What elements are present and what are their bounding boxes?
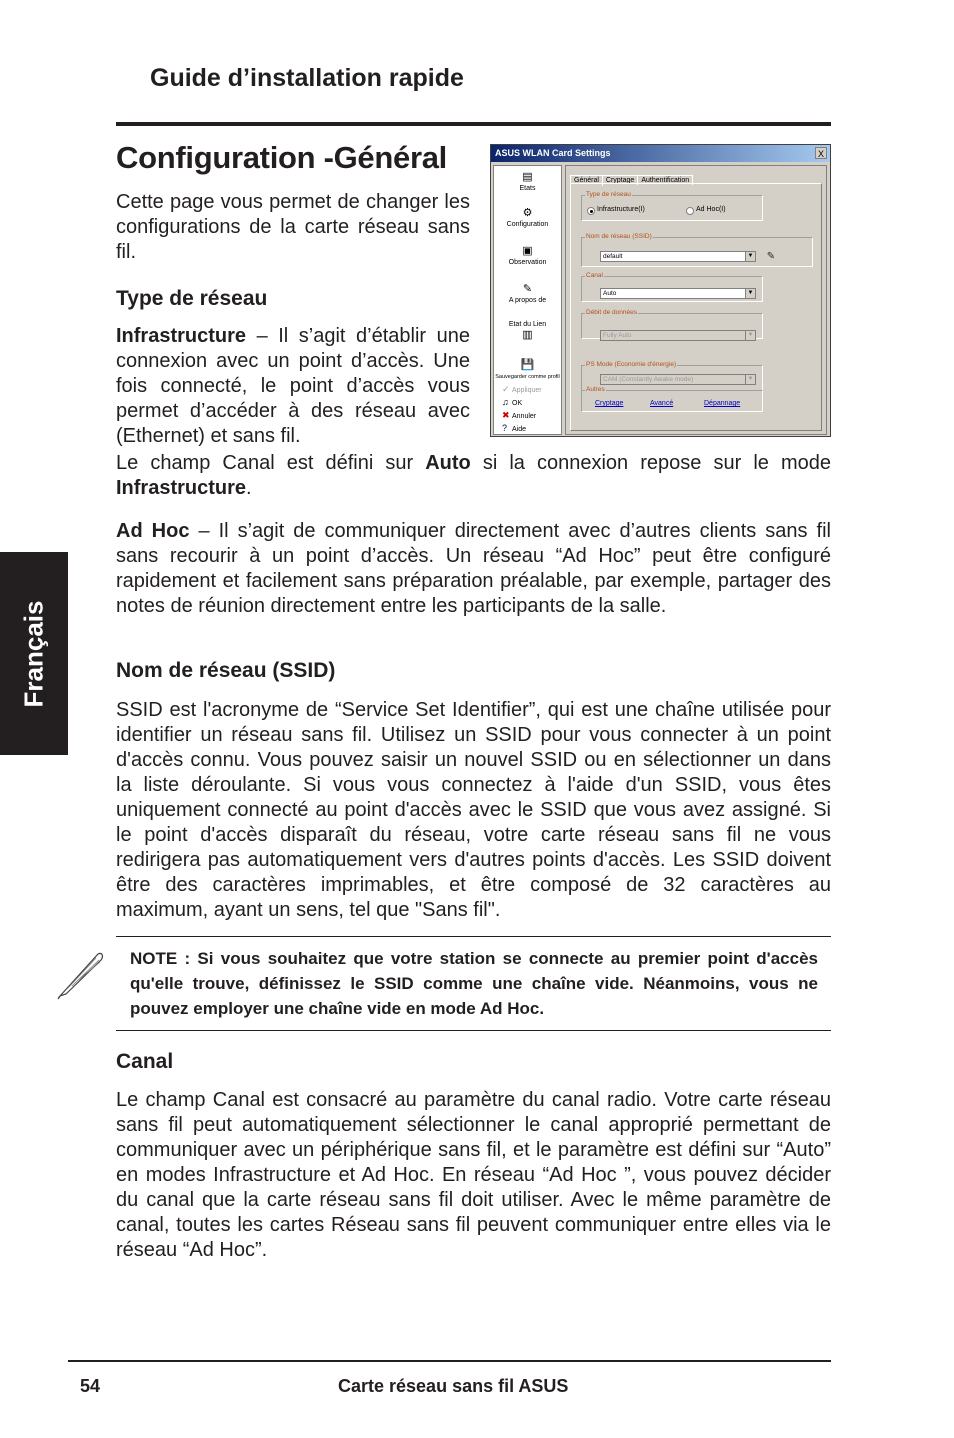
cancel-icon: ✖ bbox=[502, 410, 510, 420]
adhoc-text: – Il s’agit de communiquer directement avec d’autres clients sans fil sans recourir à un point d’accès. Un réseau “Ad Hoc” peut être configuré rapidement et facilement sans préparation préalable, par exemple, partager des notes de réunion directement entre les participants de la salle. bbox=[116, 520, 831, 617]
canal-paragraph: Le champ Canal est consacré au paramètre du canal radio. Votre carte réseau sans fil peut automatiquement sélectionner le canal approprié permettant de communiquer avec un périphérique sans fil, et le paramètre est défini sur “Auto” en modes Infrastructure et Ad Hoc. En réseau “Ad Hoc ”, vous pouvez décider du canal que la carte réseau sans fil doit utiliser. Avec le même paramètre de canal, toutes les cartes Réseau sans fil peuvent communiquer entre elles via le réseau “Ad Hoc”. bbox=[116, 1089, 831, 1261]
rate-label: Débit de données bbox=[586, 309, 637, 316]
chevron-down-icon: ▼ bbox=[745, 289, 755, 298]
sidebar-item-configuration[interactable] bbox=[494, 206, 561, 228]
sidebar-label: Etat du Lien bbox=[508, 321, 547, 328]
apply-button[interactable] bbox=[502, 384, 542, 395]
dialog-sidebar bbox=[493, 165, 562, 435]
sidebar-label: A propos de bbox=[508, 297, 547, 304]
language-label: Français bbox=[18, 600, 49, 707]
sidebar-label: Observation bbox=[508, 259, 547, 266]
section-title: Configuration -Général bbox=[116, 140, 447, 175]
sidebar-item-a-propos[interactable] bbox=[494, 282, 561, 304]
radio-adhoc-label: Ad Hoc(I) bbox=[696, 206, 726, 213]
language-side-tab bbox=[0, 552, 68, 755]
infrastructure-paragraph bbox=[116, 324, 470, 449]
channel-label: Canal bbox=[586, 272, 603, 279]
adhoc-paragraph bbox=[116, 519, 831, 619]
document-header: Guide d’installation rapide bbox=[150, 64, 464, 92]
others-label: Autres bbox=[586, 386, 605, 393]
tab-bar bbox=[570, 169, 692, 183]
close-button[interactable]: X bbox=[815, 147, 827, 159]
sidebar-label: Configuration bbox=[506, 221, 549, 228]
sidebar-item-observation[interactable] bbox=[494, 244, 561, 266]
page-number: 54 bbox=[80, 1376, 101, 1396]
sidebar-item-etats[interactable] bbox=[494, 170, 561, 192]
sidebar-item-save-profile[interactable] bbox=[494, 358, 561, 380]
rate-combo[interactable] bbox=[600, 330, 756, 341]
ps-mode-value: CAM (Constantly Awake mode) bbox=[603, 376, 694, 383]
ssid-label: Nom de réseau (SSID) bbox=[586, 233, 652, 240]
general-panel bbox=[570, 183, 822, 431]
canal-auto-text-2: si la connexion repose sur le mode bbox=[470, 452, 831, 474]
config-icon: ⚙ bbox=[522, 207, 533, 219]
help-button[interactable] bbox=[502, 423, 526, 433]
tab-general[interactable]: Général bbox=[570, 175, 603, 186]
header-rule bbox=[116, 122, 831, 126]
infrastructure-term: Infrastructure bbox=[116, 325, 247, 347]
link-status-icon: ▥ bbox=[522, 329, 533, 341]
ok-icon: ♫ bbox=[502, 397, 509, 407]
auto-term: Auto bbox=[425, 452, 471, 474]
link-depannage[interactable]: Dépannage bbox=[704, 400, 741, 407]
canal-auto-text-3: . bbox=[246, 477, 252, 499]
dialog-title: ASUS WLAN Card Settings bbox=[491, 145, 830, 162]
chevron-down-icon: ▼ bbox=[745, 375, 755, 384]
edit-ssid-icon[interactable]: ✎ bbox=[766, 251, 776, 262]
note-text: NOTE : Si vous souhaitez que votre station se connecte au premier point d'accès qu'elle trouve, définissez le SSID comme une chaîne vide. Néanmoins, vous ne pouvez employer une chaîne vide en mode Ad Hoc. bbox=[130, 949, 818, 1018]
help-label: Aide bbox=[512, 426, 527, 433]
about-icon: ✎ bbox=[522, 283, 533, 295]
heading-ssid: Nom de réseau (SSID) bbox=[116, 659, 336, 682]
cancel-button[interactable] bbox=[502, 410, 536, 421]
save-icon: 💾 bbox=[520, 359, 535, 371]
sidebar-label: Sauvegarder comme profil bbox=[495, 374, 560, 380]
link-cryptage[interactable]: Cryptage bbox=[595, 400, 624, 407]
canal-auto-paragraph bbox=[116, 451, 831, 501]
ps-mode-label: PS Mode (Economie d'énergie) bbox=[586, 361, 677, 368]
status-icon: ▤ bbox=[522, 171, 533, 183]
rate-value: Fully Auto bbox=[603, 332, 632, 339]
tab-cryptage[interactable]: Cryptage bbox=[602, 175, 638, 185]
ok-button[interactable] bbox=[502, 397, 522, 407]
tab-authentification[interactable]: Authentification bbox=[637, 175, 693, 185]
ssid-combo[interactable] bbox=[600, 251, 756, 262]
radio-infrastructure-label: Infrastructure(I) bbox=[597, 206, 645, 213]
infrastructure-text: – Il s’agit d’établir une connexion avec un point d’accès. Une fois connecté, le point d’accès vous permet d’accéder à des réseau avec (Ethernet) et sans fil. bbox=[116, 325, 470, 447]
ssid-value: default bbox=[603, 253, 623, 260]
ps-mode-combo[interactable] bbox=[600, 374, 756, 385]
heading-type-reseau: Type de réseau bbox=[116, 287, 268, 310]
apply-label: Appliquer bbox=[512, 387, 542, 394]
sidebar-item-etat-lien[interactable] bbox=[494, 321, 561, 343]
cancel-label: Annuler bbox=[512, 413, 537, 420]
chevron-down-icon: ▼ bbox=[745, 331, 755, 340]
sidebar-label: Etats bbox=[519, 185, 536, 192]
link-avance[interactable]: Avancé bbox=[650, 400, 674, 407]
check-icon: ✓ bbox=[502, 384, 510, 394]
heading-canal: Canal bbox=[116, 1050, 174, 1073]
channel-value: Auto bbox=[603, 290, 617, 297]
note-top-rule bbox=[116, 936, 831, 937]
radio-infrastructure[interactable] bbox=[587, 207, 595, 215]
infrastructure-term-2: Infrastructure bbox=[116, 477, 247, 499]
dialog-main-panel bbox=[565, 165, 827, 435]
footer-product: Carte réseau sans fil ASUS bbox=[338, 1376, 569, 1396]
canal-auto-text-1: Le champ Canal est défini sur bbox=[116, 452, 426, 474]
help-icon: ? bbox=[502, 423, 508, 433]
monitor-icon: ▣ bbox=[522, 245, 533, 257]
radio-adhoc[interactable] bbox=[686, 207, 694, 215]
chevron-down-icon: ▼ bbox=[745, 252, 755, 261]
feather-pen-icon bbox=[56, 948, 106, 1000]
note-bottom-rule bbox=[116, 1030, 831, 1031]
adhoc-term: Ad Hoc bbox=[116, 520, 190, 542]
footer-rule bbox=[68, 1360, 831, 1362]
network-type-label: Type de réseau bbox=[586, 191, 631, 198]
ok-label: OK bbox=[512, 400, 523, 407]
wlan-settings-dialog bbox=[490, 144, 831, 437]
ssid-paragraph: SSID est l'acronyme de “Service Set Identifier”, qui est une chaîne utilisée pour identifier un réseau sans fil. Utilisez un SSID pour vous connecter à un point d'accès connu. Vous pouvez saisir un nouvel SSID ou en sélectionner un dans la liste déroulante. Si vous vous connectez à l'aide d'un SSID, vous êtes uniquement connecté au point d'accès avec le SSID que vous avez assigné. Si le point d'accès disparaît du réseau, votre carte réseau sans fil ne vous redirigera pas automatiquement vers d'autres points d'accès. Les SSID doivent être des caractères imprimables, et être composé de 32 caractères au maximum, ayant un sens, tel que "Sans fil". bbox=[116, 699, 831, 921]
channel-combo[interactable] bbox=[600, 288, 756, 299]
intro-paragraph: Cette page vous permet de changer les configurations de la carte réseau sans fil. bbox=[116, 191, 470, 263]
